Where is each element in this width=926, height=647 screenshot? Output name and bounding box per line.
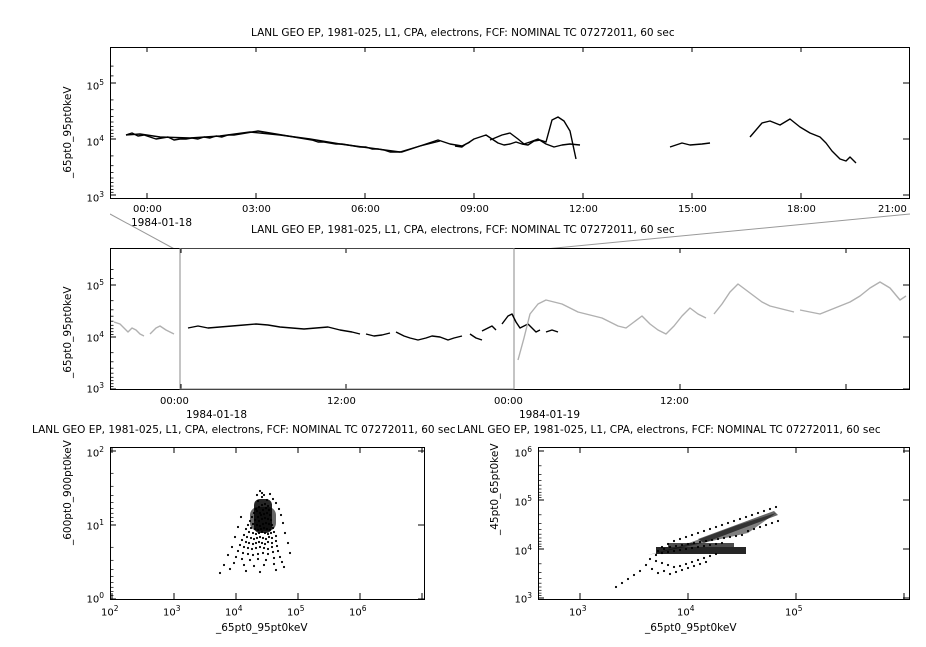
panel-bottom-right-title: LANL GEO EP, 1981-025, L1, CPA, electrons, FCF: NOMINAL TC 07272011, 60 sec <box>457 424 881 436</box>
panel-top-xtick-0: 00:00 <box>133 204 162 215</box>
panel-middle-ytick-1e3: $10^3$ <box>86 381 104 396</box>
panel-br-xtick-0: $10^3$ <box>569 604 587 619</box>
panel-br-ytick-1e6: $10^6$ <box>514 445 532 460</box>
panel-br-ytick-1e3: $10^3$ <box>514 591 532 606</box>
panel-bottom-left-xlabel: _65pt0_95pt0keV <box>216 622 308 634</box>
panel-bl-ytick-1e1: $10^1$ <box>86 518 104 533</box>
panel-top-xtick-7: 21:00 <box>878 204 907 215</box>
panel-top-xtick-5: 15:00 <box>678 204 707 215</box>
panel-bottom-right-xlabel: _65pt0_95pt0keV <box>645 622 737 634</box>
panel-bottom-left-plot-area <box>110 447 425 600</box>
panel-bl-ytick-1e0: $10^0$ <box>86 591 104 606</box>
panel-middle-xtick-0: 00:00 <box>160 396 189 407</box>
panel-top-xtick-4: 12:00 <box>569 204 598 215</box>
panel-top-xtick-1: 03:00 <box>242 204 271 215</box>
panel-middle-ylabel: _65pt0_95pt0keV <box>62 286 74 378</box>
panel-br-ytick-1e5: $10^5$ <box>514 494 532 509</box>
panel-bl-xtick-2: $10^4$ <box>225 604 243 619</box>
panel-bottom-left-ylabel: _600pt0_900pt0keV <box>62 440 74 545</box>
panel-bl-xtick-1: $10^3$ <box>163 604 181 619</box>
panel-middle-title: LANL GEO EP, 1981-025, L1, CPA, electrons, FCF: NOMINAL TC 07272011, 60 sec <box>251 224 675 236</box>
panel-bl-xtick-3: $10^5$ <box>287 604 305 619</box>
panel-middle-xtick-3: 12:00 <box>660 396 689 407</box>
panel-top-xlabel: 1984-01-18 <box>131 217 193 229</box>
panel-middle-xtick-1: 12:00 <box>327 396 356 407</box>
panel-br-xtick-2: $10^5$ <box>785 604 803 619</box>
panel-middle-plot-area <box>110 248 910 390</box>
panel-bl-xtick-4: $10^6$ <box>349 604 367 619</box>
panel-top-ylabel: _65pt0_95pt0keV <box>62 86 74 178</box>
panel-br-ytick-1e4: $10^4$ <box>514 543 532 558</box>
panel-middle-ytick-1e4: $10^4$ <box>86 330 104 345</box>
panel-bottom-right-plot-area <box>538 447 910 600</box>
panel-top-xtick-6: 18:00 <box>787 204 816 215</box>
panel-top-title: LANL GEO EP, 1981-025, L1, CPA, electrons, FCF: NOMINAL TC 07272011, 60 sec <box>251 27 675 39</box>
panel-middle-ytick-1e5: $10^5$ <box>86 278 104 293</box>
panel-middle-xlabel-left: 1984-01-18 <box>186 409 248 421</box>
panel-top-ytick-1e4: $10^4$ <box>86 134 104 149</box>
panel-bottom-right-ylabel: _45pt0_65pt0keV <box>489 443 501 535</box>
panel-middle-xtick-2: 00:00 <box>494 396 523 407</box>
panel-bl-ytick-1e2: $10^2$ <box>86 445 104 460</box>
panel-bottom-left-title: LANL GEO EP, 1981-025, L1, CPA, electrons, FCF: NOMINAL TC 07272011, 60 sec <box>32 424 456 436</box>
panel-top-xtick-3: 09:00 <box>460 204 489 215</box>
panel-br-xtick-1: $10^4$ <box>677 604 695 619</box>
panel-top-ytick-1e5: $10^5$ <box>86 78 104 93</box>
panel-top-plot-area <box>110 47 910 199</box>
panel-top-xtick-2: 06:00 <box>351 204 380 215</box>
panel-top-ytick-1e3: $10^3$ <box>86 190 104 205</box>
panel-bl-xtick-0: $10^2$ <box>101 604 119 619</box>
panel-middle-xlabel-right: 1984-01-19 <box>519 409 581 421</box>
